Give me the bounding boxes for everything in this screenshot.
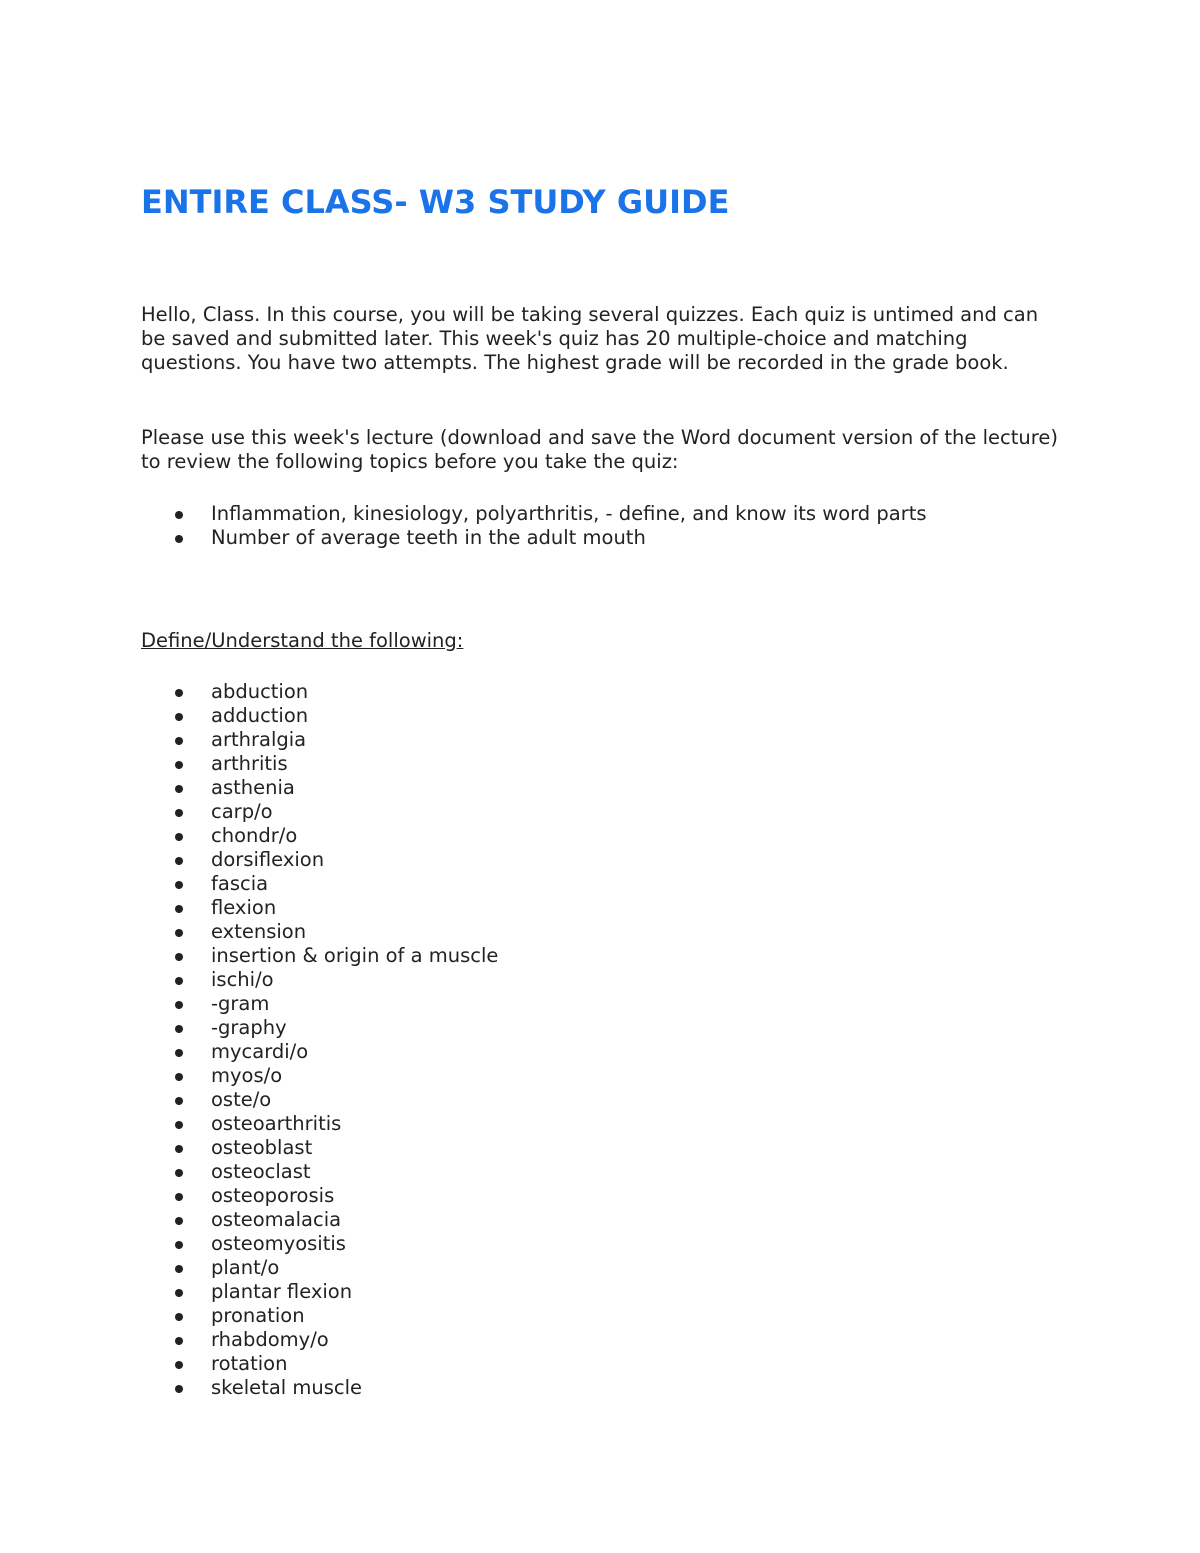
term-text: chondr/o — [211, 824, 298, 847]
term-text: extension — [211, 920, 307, 943]
bullet-icon — [175, 1121, 183, 1129]
bullet-icon — [175, 1097, 183, 1105]
bullet-icon — [175, 1361, 183, 1369]
bullet-icon — [175, 713, 183, 721]
bullet-icon — [175, 785, 183, 793]
term-item — [141, 848, 1061, 872]
term-item — [141, 1088, 1061, 1112]
review-paragraph: Please use this week's lecture (download and save the Word document version of the lecture) to review the following topics before you take the quiz: — [141, 426, 1058, 473]
term-text: abduction — [211, 680, 309, 703]
term-item — [141, 1016, 1061, 1040]
term-item — [141, 728, 1061, 752]
term-item — [141, 1184, 1061, 1208]
term-item — [141, 1160, 1061, 1184]
topics-list — [141, 502, 1061, 550]
term-text: flexion — [211, 896, 277, 919]
topic-item — [141, 526, 1061, 550]
bullet-icon — [175, 1145, 183, 1153]
section-heading: Define/Understand the following: — [141, 629, 464, 652]
topic-text: Inflammation, kinesiology, polyarthritis, - define, and know its word parts — [211, 502, 927, 525]
bullet-icon — [175, 833, 183, 841]
term-item — [141, 1064, 1061, 1088]
term-text: oste/o — [211, 1088, 272, 1111]
bullet-icon — [175, 511, 183, 519]
term-text: adduction — [211, 704, 309, 727]
bullet-icon — [175, 929, 183, 937]
term-item — [141, 896, 1061, 920]
term-text: skeletal muscle — [211, 1376, 363, 1399]
bullet-icon — [175, 1169, 183, 1177]
term-item — [141, 752, 1061, 776]
term-text: plantar flexion — [211, 1280, 353, 1303]
term-item — [141, 1208, 1061, 1232]
bullet-icon — [175, 1217, 183, 1225]
terms-list — [141, 680, 1061, 1400]
term-text: fascia — [211, 872, 269, 895]
bullet-icon — [175, 1265, 183, 1273]
term-text: osteoarthritis — [211, 1112, 342, 1135]
term-item — [141, 1280, 1061, 1304]
term-item — [141, 992, 1061, 1016]
bullet-icon — [175, 1025, 183, 1033]
bullet-icon — [175, 905, 183, 913]
bullet-icon — [175, 1313, 183, 1321]
bullet-icon — [175, 1289, 183, 1297]
term-item — [141, 1232, 1061, 1256]
term-text: osteoclast — [211, 1160, 311, 1183]
bullet-icon — [175, 761, 183, 769]
term-text: arthritis — [211, 752, 288, 775]
term-item — [141, 776, 1061, 800]
term-item — [141, 1112, 1061, 1136]
term-text: plant/o — [211, 1256, 280, 1279]
term-item — [141, 680, 1061, 704]
term-item — [141, 1376, 1061, 1400]
term-text: osteoblast — [211, 1136, 313, 1159]
term-text: ischi/o — [211, 968, 274, 991]
bullet-icon — [175, 737, 183, 745]
term-item — [141, 944, 1061, 968]
term-text: osteoporosis — [211, 1184, 335, 1207]
term-text: dorsiflexion — [211, 848, 325, 871]
bullet-icon — [175, 1049, 183, 1057]
term-item — [141, 968, 1061, 992]
term-item — [141, 1352, 1061, 1376]
bullet-icon — [175, 535, 183, 543]
term-item — [141, 800, 1061, 824]
term-item — [141, 704, 1061, 728]
bullet-icon — [175, 1193, 183, 1201]
term-text: arthralgia — [211, 728, 307, 751]
bullet-icon — [175, 1337, 183, 1345]
bullet-icon — [175, 1001, 183, 1009]
bullet-icon — [175, 857, 183, 865]
bullet-icon — [175, 689, 183, 697]
term-item — [141, 920, 1061, 944]
bullet-icon — [175, 1241, 183, 1249]
document-title: ENTIRE CLASS- W3 STUDY GUIDE — [141, 183, 730, 221]
bullet-icon — [175, 1073, 183, 1081]
term-item — [141, 1328, 1061, 1352]
term-text: carp/o — [211, 800, 273, 823]
term-item — [141, 872, 1061, 896]
term-text: rhabdomy/o — [211, 1328, 329, 1351]
bullet-icon — [175, 881, 183, 889]
term-text: pronation — [211, 1304, 305, 1327]
term-item — [141, 1256, 1061, 1280]
term-text: insertion & origin of a muscle — [211, 944, 499, 967]
term-item — [141, 1136, 1061, 1160]
bullet-icon — [175, 977, 183, 985]
term-text: myos/o — [211, 1064, 283, 1087]
term-item — [141, 1040, 1061, 1064]
bullet-icon — [175, 953, 183, 961]
term-item — [141, 824, 1061, 848]
term-text: osteomyositis — [211, 1232, 346, 1255]
intro-paragraph: Hello, Class. In this course, you will be taking several quizzes. Each quiz is untimed and can be saved and submitted later. This week's quiz has 20 multiple-choice and matching questions. You have two attempts. The highest grade will be recorded in the grade book. — [141, 303, 1039, 374]
term-text: asthenia — [211, 776, 295, 799]
topic-text: Number of average teeth in the adult mouth — [211, 526, 646, 549]
term-text: osteomalacia — [211, 1208, 342, 1231]
term-text: -graphy — [211, 1016, 287, 1039]
bullet-icon — [175, 809, 183, 817]
term-text: -gram — [211, 992, 270, 1015]
term-text: mycardi/o — [211, 1040, 309, 1063]
topic-item — [141, 502, 1061, 526]
term-text: rotation — [211, 1352, 288, 1375]
term-item — [141, 1304, 1061, 1328]
bullet-icon — [175, 1385, 183, 1393]
